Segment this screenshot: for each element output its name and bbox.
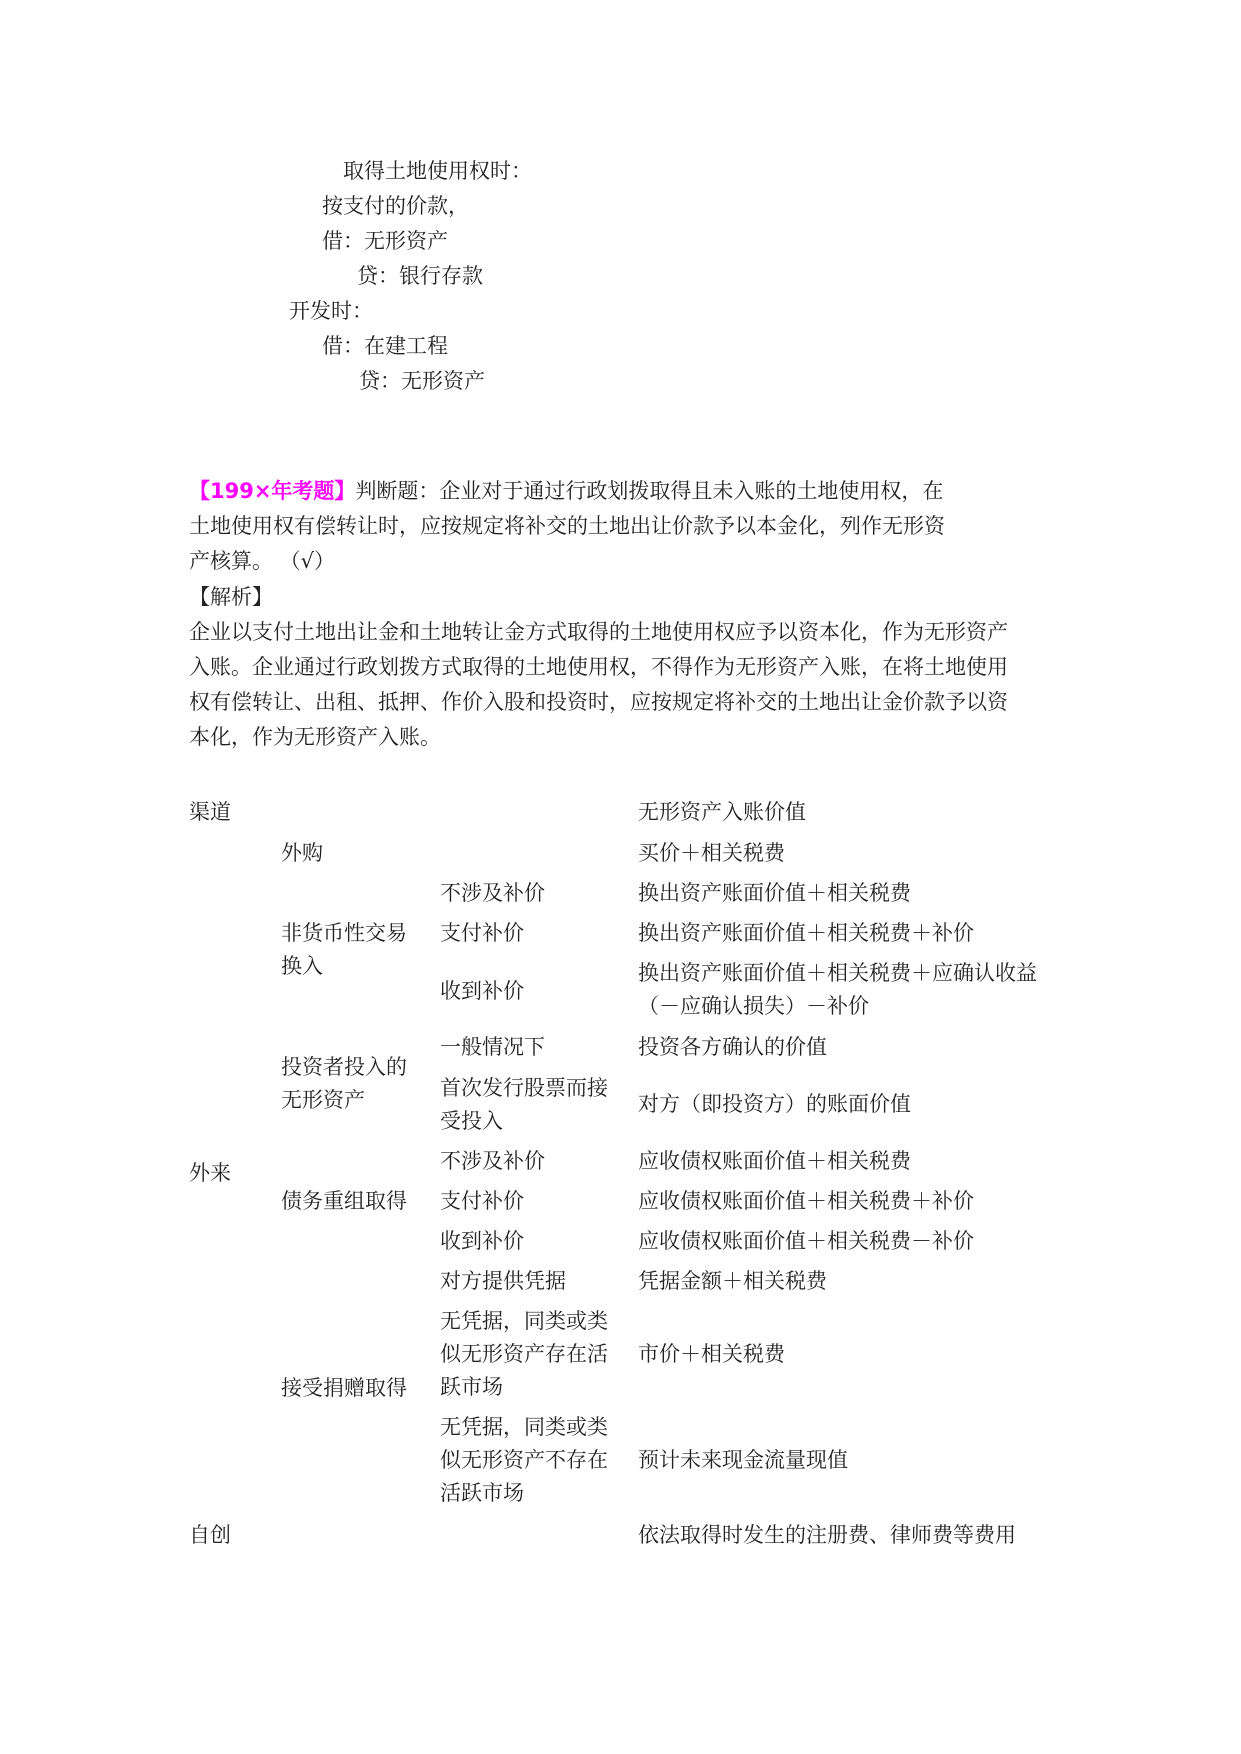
- condition-cell: [440, 1411, 608, 1510]
- category-investor: [281, 1051, 407, 1117]
- condition-cell: 收到补价: [440, 979, 524, 1003]
- entry-credit-intangible: 贷：无形资产: [359, 369, 485, 393]
- exam-question: [189, 474, 945, 579]
- value-self: 依法取得时发生的注册费、律师费等费用: [638, 1523, 1016, 1547]
- question-line: 土地使用权有偿转让时，应按规定将补交的土地出让价款予以本金化，列作无形资: [189, 514, 945, 538]
- entry-by-paid-price: 按支付的价款，: [322, 194, 469, 218]
- value-cell: 应收债权账面价值＋相关税费－补价: [638, 1229, 974, 1253]
- condition-cell: 支付补价: [440, 921, 524, 945]
- condition-cell: 收到补价: [440, 1229, 524, 1253]
- condition-line: 似无形资产不存在: [440, 1448, 608, 1472]
- analysis-line: 入账。企业通过行政划拨方式取得的土地使用权，不得作为无形资产入账，在将土地使用: [189, 655, 1008, 679]
- condition-cell: 不涉及补价: [440, 1149, 545, 1173]
- analysis-section: [189, 580, 1008, 755]
- entry-credit-bank: 贷：银行存款: [357, 264, 483, 288]
- condition-line: 首次发行股票而接: [440, 1076, 608, 1100]
- condition-line: 似无形资产存在活: [440, 1342, 608, 1366]
- condition-cell: 支付补价: [440, 1189, 524, 1213]
- value-cell: 对方（即投资方）的账面价值: [638, 1092, 911, 1116]
- category-label-line: 换入: [281, 954, 323, 978]
- category-label-line: 无形资产: [281, 1088, 365, 1112]
- category-nonmonetary: [281, 917, 407, 983]
- header-channel: 渠道: [189, 800, 231, 824]
- condition-line: 受投入: [440, 1109, 503, 1133]
- exam-tag: 【199×年考题】: [189, 479, 356, 503]
- condition-line: 跃市场: [440, 1375, 503, 1399]
- header-value: 无形资产入账价值: [638, 800, 806, 824]
- question-line: 产核算。 （√）: [189, 549, 336, 573]
- value-purchase: 买价＋相关税费: [638, 841, 785, 865]
- entry-debit-intangible: 借：无形资产: [322, 229, 448, 253]
- value-cell: 换出资产账面价值＋相关税费＋补价: [638, 921, 974, 945]
- analysis-heading: 【解析】: [189, 585, 273, 609]
- analysis-line: 权有偿转让、出租、抵押、作价入股和投资时，应按规定将补交的土地出让金价款予以资: [189, 690, 1008, 714]
- value-cell: 换出资产账面价值＋相关税费: [638, 881, 911, 905]
- category-label-line: 非货币性交易: [281, 921, 407, 945]
- entry-land-acquired: 取得土地使用权时：: [343, 159, 532, 183]
- condition-line: 无凭据，同类或类: [440, 1309, 608, 1333]
- analysis-line: 本化，作为无形资产入账。: [189, 725, 441, 749]
- condition-cell: [440, 1072, 608, 1138]
- value-cell: [638, 957, 1037, 1023]
- entry-debit-construction: 借：在建工程: [322, 334, 448, 358]
- group-external: 外来: [189, 1161, 231, 1185]
- condition-line: 无凭据，同类或类: [440, 1415, 608, 1439]
- question-line: 判断题：企业对于通过行政划拨取得且未入账的土地使用权，在: [355, 479, 944, 503]
- condition-line: 活跃市场: [440, 1481, 524, 1505]
- condition-cell: 不涉及补价: [440, 881, 545, 905]
- group-self: 自创: [189, 1523, 231, 1547]
- analysis-line: 企业以支付土地出让金和土地转让金方式取得的土地使用权应予以资本化，作为无形资产: [189, 620, 1008, 644]
- condition-cell: [440, 1305, 608, 1404]
- value-cell: 应收债权账面价值＋相关税费＋补价: [638, 1189, 974, 1213]
- entry-development: 开发时：: [289, 299, 373, 323]
- value-line: 换出资产账面价值＋相关税费＋应确认收益: [638, 961, 1037, 985]
- value-cell: 投资各方确认的价值: [638, 1035, 827, 1059]
- condition-cell: 对方提供凭据: [440, 1269, 566, 1293]
- value-cell: 预计未来现金流量现值: [638, 1448, 848, 1472]
- condition-cell: 一般情况下: [440, 1035, 545, 1059]
- category-label-line: 投资者投入的: [281, 1055, 407, 1079]
- category-donation: 接受捐赠取得: [281, 1376, 407, 1400]
- value-cell: 市价＋相关税费: [638, 1342, 785, 1366]
- value-cell: 应收债权账面价值＋相关税费: [638, 1149, 911, 1173]
- value-cell: 凭据金额＋相关税费: [638, 1269, 827, 1293]
- value-line: （－应确认损失）－补价: [638, 994, 869, 1018]
- category-debt: 债务重组取得: [281, 1189, 407, 1213]
- category-purchase: 外购: [281, 841, 323, 865]
